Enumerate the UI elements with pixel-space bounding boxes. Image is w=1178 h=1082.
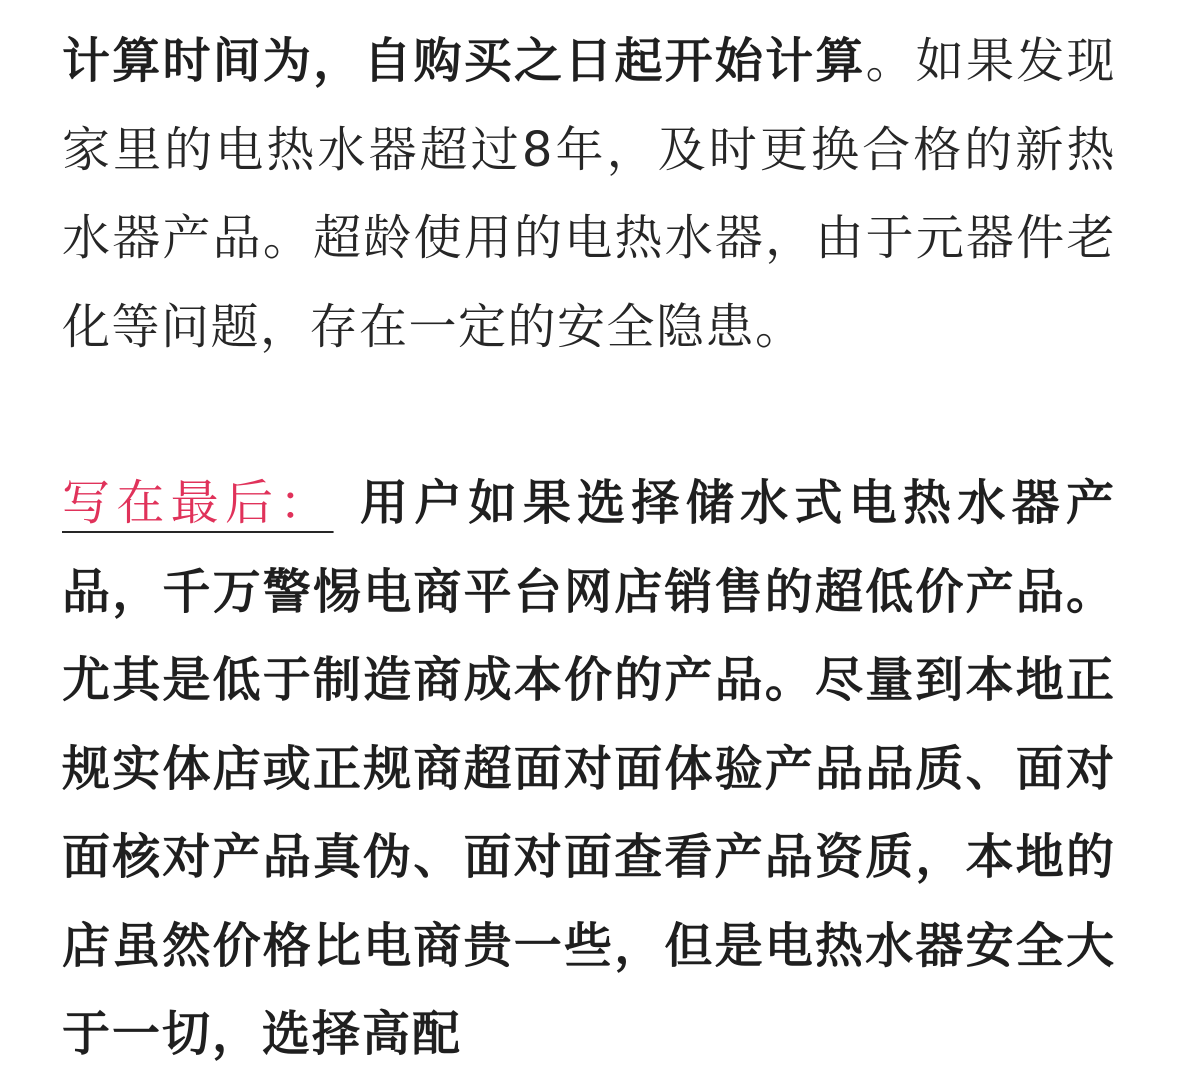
paragraph-bold-lead: 计算时间为，自购买之日起开始计算	[62, 33, 866, 89]
paragraph-conclusion	[62, 459, 1116, 1079]
highlight-heading: 写在最后：	[62, 475, 334, 531]
article-body	[62, 17, 1116, 1079]
paragraph-lifespan	[62, 17, 1116, 371]
paragraph-text: 。如果发现家里的电热水器超过8年，及时更换合格的新热水器产品。超龄使用的电热水器，由于元器件老化等问题，存在一定的安全隐患。	[62, 33, 1116, 355]
paragraph-text: 用户如果选择储水式电热水器产品，千万警惕电商平台网店销售的超低价产品。尤其是低于制造商成本价的产品。尽量到本地正规实体店或正规商超面对面体验产品品质、面对面核对产品真伪、面对面查看产品资质，本地的店虽然价格比电商贵一些，但是电热水器安全大于一切，选择高配	[62, 475, 1116, 1062]
